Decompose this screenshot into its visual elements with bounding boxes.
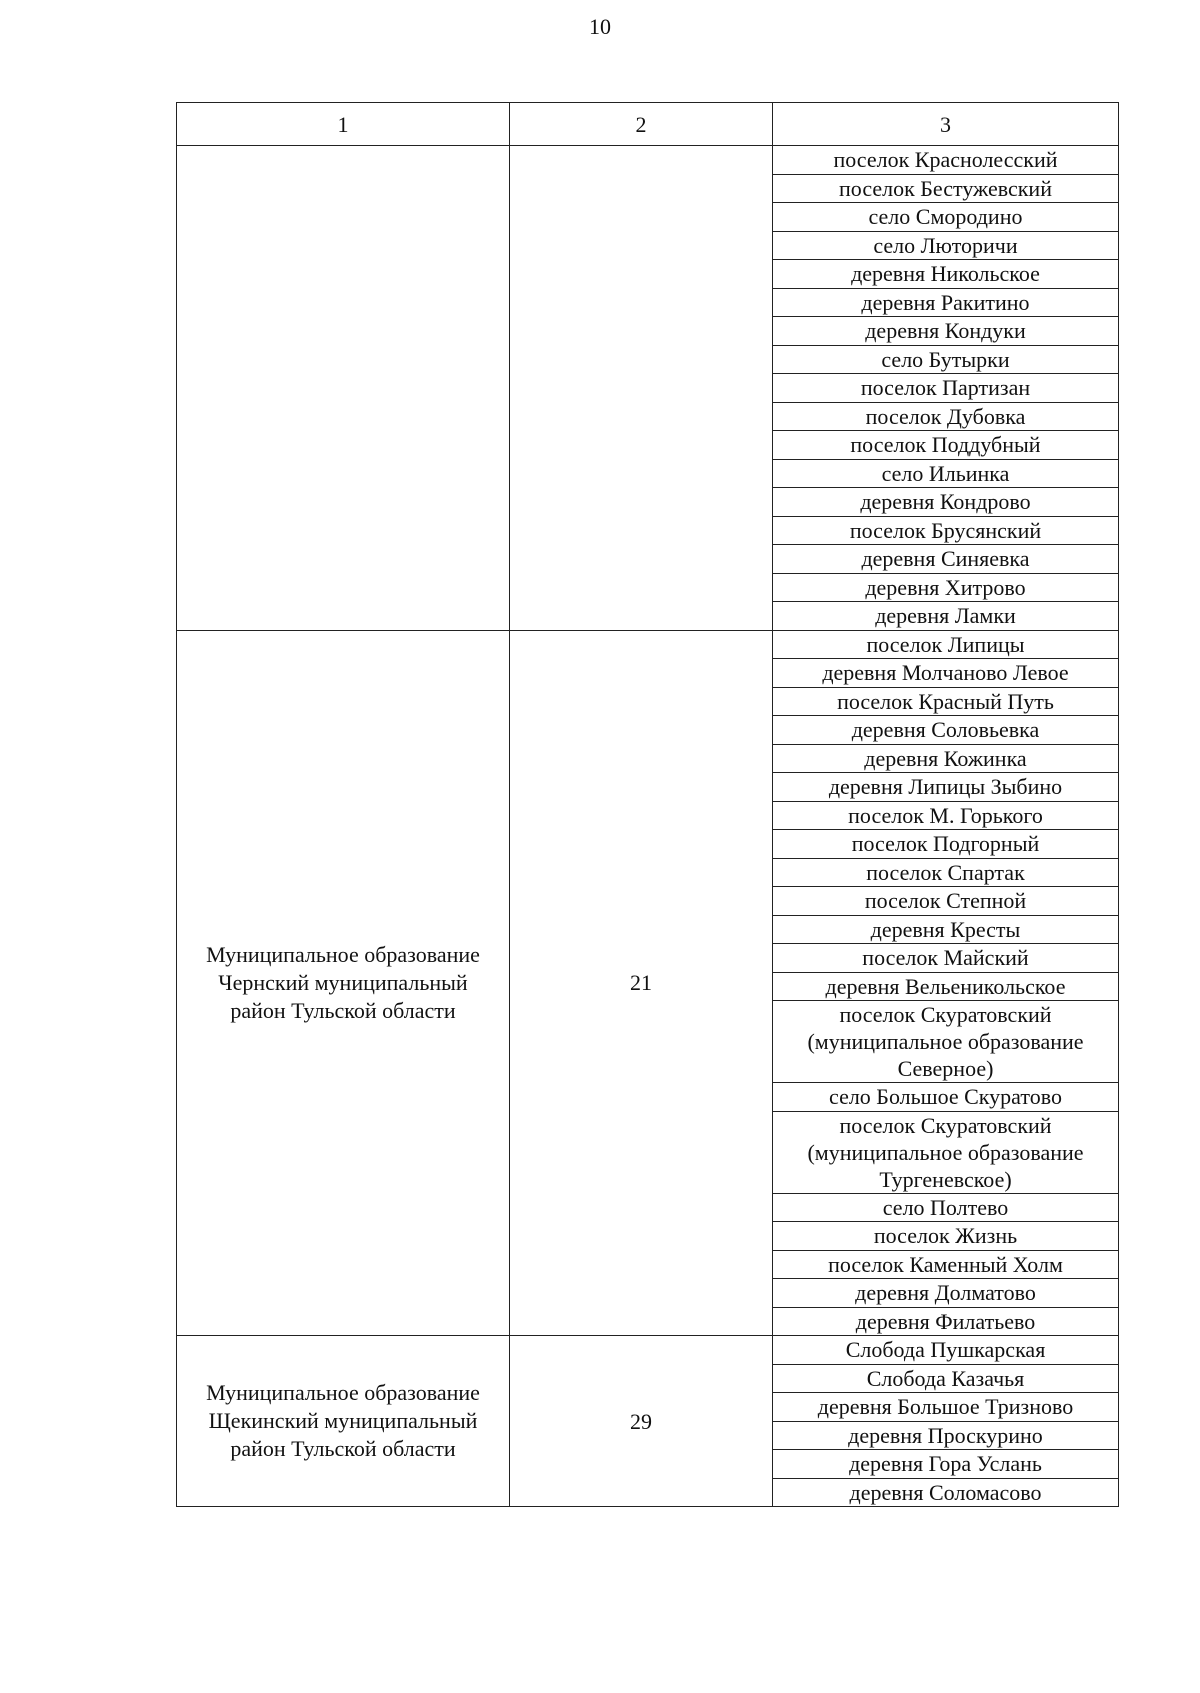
settlement-name: деревня Долматово [773, 1279, 1119, 1308]
settlement-name: деревня Кондуки [773, 317, 1119, 346]
settlement-name: поселок Поддубный [773, 431, 1119, 460]
settlement-name: деревня Вельеникольское [773, 972, 1119, 1001]
settlement-name: поселок Красный Путь [773, 687, 1119, 716]
table-row [177, 630, 1119, 659]
settlement-name-line: Тургеневское) [879, 1166, 1012, 1192]
settlement-name: деревня Кожинка [773, 744, 1119, 773]
municipality-name [177, 146, 510, 631]
column-header-1: 1 [177, 103, 510, 146]
settlement-name: поселок Жизнь [773, 1222, 1119, 1251]
settlement-name: поселок Бестужевский [773, 174, 1119, 203]
settlement-name-line: поселок Скуратовский [839, 1002, 1052, 1027]
table-row [177, 1336, 1119, 1365]
settlement-name: деревня Синяевка [773, 545, 1119, 574]
settlement-count: 29 [510, 1336, 773, 1507]
settlement-name: поселок Краснолесский [773, 146, 1119, 175]
settlement-name: поселок Брусянский [773, 516, 1119, 545]
settlement-name: село Ильинка [773, 459, 1119, 488]
settlement-name: Слобода Казачья [773, 1364, 1119, 1393]
settlement-name: деревня Ракитино [773, 288, 1119, 317]
municipality-name [177, 630, 510, 1336]
settlement-name-line: (муниципальное образование [807, 1139, 1084, 1165]
settlement-name: деревня Гора Услань [773, 1450, 1119, 1479]
settlement-name: село Полтево [773, 1193, 1119, 1222]
settlement-name: поселок Дубовка [773, 402, 1119, 431]
header-row [177, 103, 1119, 146]
table-body [177, 146, 1119, 1507]
settlement-name: деревня Никольское [773, 260, 1119, 289]
settlement-name: деревня Кресты [773, 915, 1119, 944]
settlement-name-line: поселок Скуратовский [839, 1112, 1052, 1138]
settlement-name: деревня Кондрово [773, 488, 1119, 517]
settlement-name-line: Северное) [897, 1056, 994, 1081]
settlement-name: поселок Каменный Холм [773, 1250, 1119, 1279]
settlement-name: деревня Филатьево [773, 1307, 1119, 1336]
municipality-name-line: район Тульской области [230, 1436, 456, 1461]
settlement-name: деревня Соломасово [773, 1478, 1119, 1507]
settlement-name: поселок Партизан [773, 374, 1119, 403]
settlements-table [176, 102, 1119, 1507]
settlement-name: село Большое Скуратово [773, 1083, 1119, 1112]
settlement-name: деревня Хитрово [773, 573, 1119, 602]
settlement-count: 21 [510, 630, 773, 1336]
settlement-name: деревня Ламки [773, 602, 1119, 631]
settlement-name: поселок Подгорный [773, 830, 1119, 859]
municipality-name-line: Муниципальное образование [206, 941, 480, 967]
settlement-name-line: (муниципальное образование [807, 1029, 1084, 1054]
settlement-name: деревня Соловьевка [773, 716, 1119, 745]
settlement-name [773, 1111, 1119, 1193]
settlement-name: село Люторичи [773, 231, 1119, 260]
settlement-name: поселок М. Горького [773, 801, 1119, 830]
column-header-3: 3 [773, 103, 1119, 146]
municipality-name [177, 1336, 510, 1507]
settlement-name: деревня Большое Тризново [773, 1393, 1119, 1422]
municipality-name-line: Чернский муниципальный [218, 969, 468, 995]
settlement-name: поселок Спартак [773, 858, 1119, 887]
settlement-name: деревня Молчаново Левое [773, 659, 1119, 688]
settlement-name: село Бутырки [773, 345, 1119, 374]
settlement-name: Слобода Пушкарская [773, 1336, 1119, 1365]
municipality-name-line: Муниципальное образование [206, 1380, 480, 1405]
settlement-name: село Смородино [773, 203, 1119, 232]
settlement-name [773, 1001, 1119, 1083]
table-row [177, 146, 1119, 175]
page-number: 10 [589, 14, 611, 39]
column-header-2: 2 [510, 103, 773, 146]
settlement-name: деревня Липицы Зыбино [773, 773, 1119, 802]
settlement-name: поселок Липицы [773, 630, 1119, 659]
settlement-name: поселок Степной [773, 887, 1119, 916]
settlement-name: поселок Майский [773, 944, 1119, 973]
settlement-name: деревня Проскурино [773, 1421, 1119, 1450]
settlement-count [510, 146, 773, 631]
municipality-name-line: район Тульской области [230, 997, 456, 1023]
municipality-name-line: Щекинский муниципальный [208, 1408, 478, 1433]
